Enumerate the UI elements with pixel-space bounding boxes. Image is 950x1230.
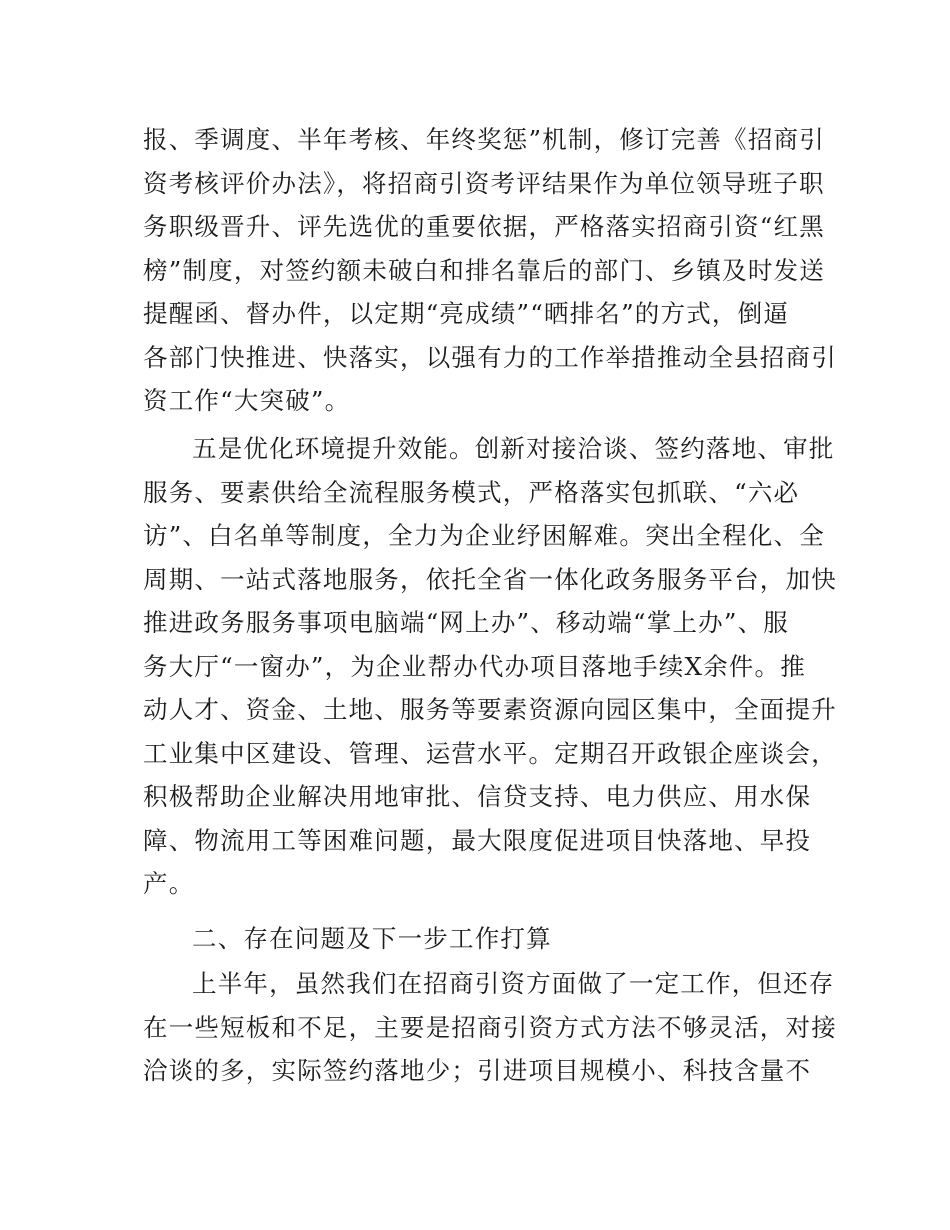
paragraph-line: 五是优化环境提升效能。创新对接洽谈、签约落地、审批 <box>192 434 835 463</box>
paragraph-line: 各部门快推进、快落实，以强有力的工作举措推动全县招商引 <box>143 342 837 372</box>
paragraph-problems <box>143 962 837 1093</box>
paragraph-line: 动人才、资金、土地、服务等要素资源向园区集中，全面提升 <box>143 695 837 724</box>
paragraph-line: 周期、一站式落地服务，依托全省一体化政务服务平台，加快 <box>143 564 837 594</box>
paragraph-line: 服务、要素供给全流程服务模式，严格落实包抓联、“六必 <box>143 477 800 507</box>
section-heading-text: 二、存在问题及下一步工作打算 <box>192 924 552 953</box>
paragraph-line: 积极帮助企业解决用地审批、信贷支持、电力供应、用水保 <box>143 782 812 811</box>
paragraph-line: 资考核评价办法》，将招商引资考评结果作为单位领导班子职 <box>143 168 825 198</box>
paragraph-line: 访”、白名单等制度，全力为企业纾困解难。突出全程化、全 <box>143 521 825 550</box>
paragraph-line: 推进政务服务事项电脑端“网上办”、移动端“掌上办”、服 <box>143 608 789 637</box>
paragraph-assessment-mechanism <box>143 118 837 423</box>
paragraph-line: 在一些短板和不足，主要是招商引资方式方法不够灵活，对接 <box>143 1012 837 1042</box>
paragraph-line: 上半年，虽然我们在招商引资方面做了一定工作，但还存 <box>192 969 835 998</box>
paragraph-optimize-environment <box>143 427 837 906</box>
paragraph-line: 洽谈的多，实际签约落地少；引进项目规模小、科技含量不 <box>143 1056 812 1085</box>
paragraph-line: 资工作“大突破”。 <box>143 386 351 415</box>
paragraph-line: 务职级晋升、评先选优的重要依据，严格落实招商引资“红黑 <box>143 212 825 241</box>
section-heading <box>143 917 811 961</box>
paragraph-line: 榜”制度，对签约额未破白和排名靠后的部门、乡镇及时发送 <box>143 255 825 285</box>
paragraph-line: 障、物流用工等困难问题，最大限度促进项目快落地、早投 <box>143 825 812 855</box>
paragraph-line: 工业集中区建设、管理、运营水平。定期召开政银企座谈会， <box>143 738 837 768</box>
paragraph-line: 报、季调度、半年考核、年终奖惩”机制，修订完善《招商引 <box>143 125 825 154</box>
paragraph-line: 产。 <box>143 869 195 898</box>
paragraph-line: 提醒函、督办件，以定期“亮成绩”“晒排名”的方式，倒逼 <box>143 299 789 328</box>
paragraph-line: 务大厅“一窗办”，为企业帮办代办项目落地手续X余件。推 <box>143 651 806 681</box>
